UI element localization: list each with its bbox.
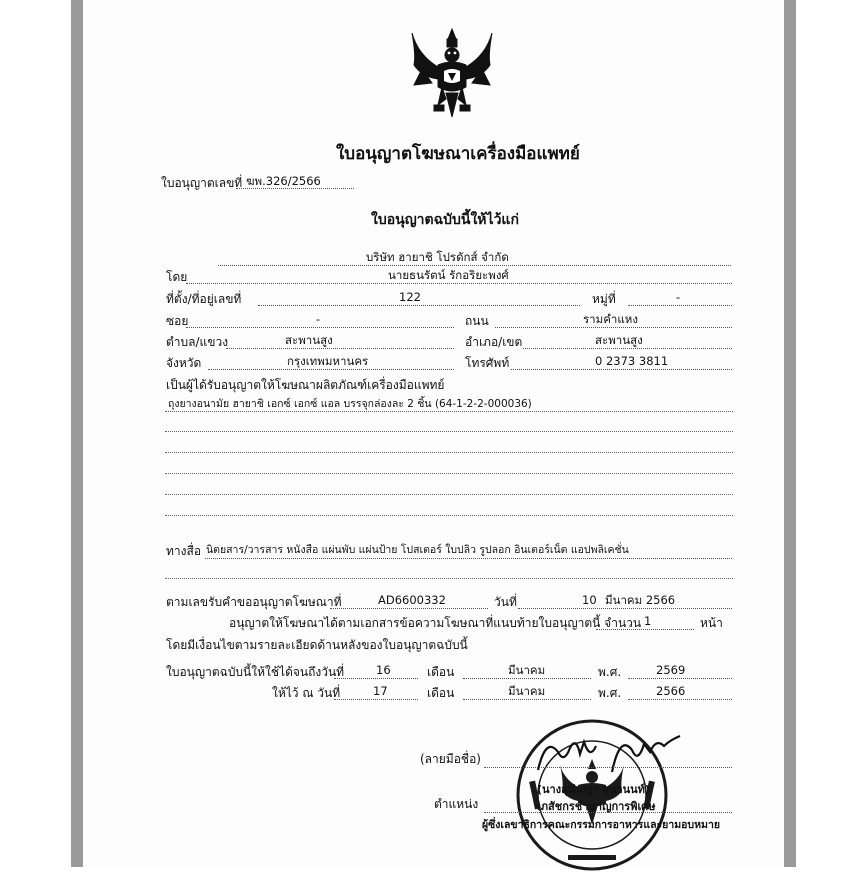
issued-day: 17: [373, 684, 388, 698]
road-value: รามคำแหง: [583, 312, 638, 326]
media-line: [205, 558, 732, 559]
product-description: ถุงยางอนามัย ฮายาชิ เอกซ์ เอกซ์ แอล บรรจุกล่องละ 2 ชิ้น (64-1-2-2-000036): [168, 398, 532, 410]
document-title: ใบอนุญาตโฆษณาเครื่องมือแพทย์: [336, 144, 580, 164]
company-line: [218, 265, 731, 266]
province-value: กรุงเทพมหานคร: [287, 354, 369, 368]
garuda-emblem-icon: [408, 25, 496, 123]
license-no-label: ใบอนุญาตเลขที่: [161, 176, 243, 190]
media-value: นิตยสาร/วารสาร หนังสือ แผ่นพับ แผ่นป้าย โปสเตอร์ ใบปลิว รูปลอก อินเตอร์เน็ต แอปพลิเคชั่น: [206, 544, 629, 556]
scan-border-left: [71, 0, 83, 867]
issued-year-line: [628, 699, 732, 700]
district-value: สะพานสูง: [595, 333, 643, 347]
request-date-label: วันที่: [494, 595, 517, 609]
product-line-6: [165, 515, 733, 516]
address-label: ที่ตั้ง/ที่อยู่เลขที่: [166, 292, 242, 306]
phone-line: [511, 369, 732, 370]
attach-count-line: [596, 629, 694, 630]
signer-name: (นางสุนันญา สุนานนท์): [537, 783, 650, 796]
condition-text: โดยมีเงื่อนไขตามรายละเอียดด้านหลังของใบอนุญาตฉบับนี้: [166, 638, 468, 652]
issued-label: ให้ไว้ ณ วันที่: [272, 686, 341, 700]
request-no-line: [330, 608, 488, 609]
valid-month-label: เดือน: [427, 665, 455, 679]
by-name: นายธนรัตน์ รักอริยะพงศ์: [388, 268, 509, 282]
valid-day-line: [334, 678, 418, 679]
issued-year: 2566: [656, 684, 686, 698]
license-no-line: [236, 188, 354, 189]
issued-month: มีนาคม: [508, 684, 546, 698]
valid-year-label: พ.ศ.: [598, 665, 622, 679]
attach-text: อนุญาตให้โฆษณาได้ตามเอกสารข้อความโฆษณาที่แนบท้ายใบอนุญาตนี้ จำนวน: [229, 616, 642, 630]
road-line: [495, 327, 732, 328]
product-line-4: [165, 473, 733, 474]
province-line: [208, 369, 454, 370]
valid-year: 2569: [656, 663, 686, 677]
attach-count: 1: [644, 614, 652, 628]
moo-value: -: [676, 290, 681, 304]
signer-title: เภสัชกรชำนาญการพิเศษ: [537, 800, 656, 813]
issued-month-line: [463, 699, 591, 700]
request-no: AD6600332: [378, 593, 446, 607]
road-label: ถนน: [465, 314, 489, 328]
issued-year-label: พ.ศ.: [598, 686, 622, 700]
subdistrict-line: [226, 348, 454, 349]
soi-line: [186, 327, 454, 328]
company-name: บริษัท ฮายาชิ โปรดักส์ จำกัด: [366, 250, 509, 264]
subdistrict-label: ตำบล/แขวง: [166, 335, 229, 349]
issued-day-line: [334, 699, 418, 700]
issued-month-label: เดือน: [427, 686, 455, 700]
product-line-5: [165, 494, 733, 495]
product-line-1: [165, 411, 733, 412]
address-no: 122: [399, 290, 421, 304]
product-line-2: [165, 431, 733, 432]
by-label: โดย: [166, 270, 188, 284]
license-no: ฆพ.326/2566: [246, 174, 321, 188]
valid-month-line: [463, 678, 591, 679]
province-label: จังหวัด: [166, 356, 202, 370]
valid-month: มีนาคม: [508, 663, 546, 677]
address-line: [258, 305, 580, 306]
signature-label: (ลายมือชื่อ): [420, 752, 481, 766]
request-month: มีนาคม 2566: [605, 593, 676, 607]
signature-line: [484, 767, 732, 768]
phone-label: โทรศัพท์: [465, 356, 510, 370]
soi-value: -: [316, 312, 321, 326]
moo-line: [628, 305, 732, 306]
soi-label: ซอย: [166, 314, 189, 328]
signature-scribble-icon: [520, 730, 690, 778]
media-line-2: [165, 578, 733, 579]
request-date-line: [518, 608, 732, 609]
request-label: ตามเลขรับคำขออนุญาตโฆษณาที่: [166, 595, 342, 609]
phone-value: 0 2373 3811: [595, 354, 669, 368]
district-line: [523, 348, 732, 349]
position-label: ตำแหน่ง: [434, 797, 479, 811]
scan-border-right: [784, 0, 796, 867]
valid-year-line: [628, 678, 732, 679]
valid-day: 16: [376, 663, 391, 677]
position-line: [484, 812, 732, 813]
request-day: 10: [582, 593, 597, 607]
moo-label: หมู่ที่: [592, 292, 616, 306]
page-label: หน้า: [700, 616, 723, 630]
authority-text: ผู้ซึ่งเลขาธิการคณะกรรมการอาหารและยามอบหมาย: [482, 819, 720, 831]
issued-to-heading: ใบอนุญาตฉบับนี้ให้ไว้แก่: [371, 212, 519, 228]
media-label: ทางสื่อ: [166, 544, 202, 558]
product-line-3: [165, 452, 733, 453]
subdistrict-value: สะพานสูง: [285, 333, 333, 347]
valid-label: ใบอนุญาตฉบับนี้ให้ใช้ได้จนถึงวันที่: [166, 665, 345, 679]
permission-text: เป็นผู้ได้รับอนุญาตให้โฆษณาผลิตภัณฑ์เครื่องมือแพทย์: [166, 378, 445, 392]
district-label: อำเภอ/เขต: [465, 335, 523, 349]
by-line: [186, 283, 732, 284]
